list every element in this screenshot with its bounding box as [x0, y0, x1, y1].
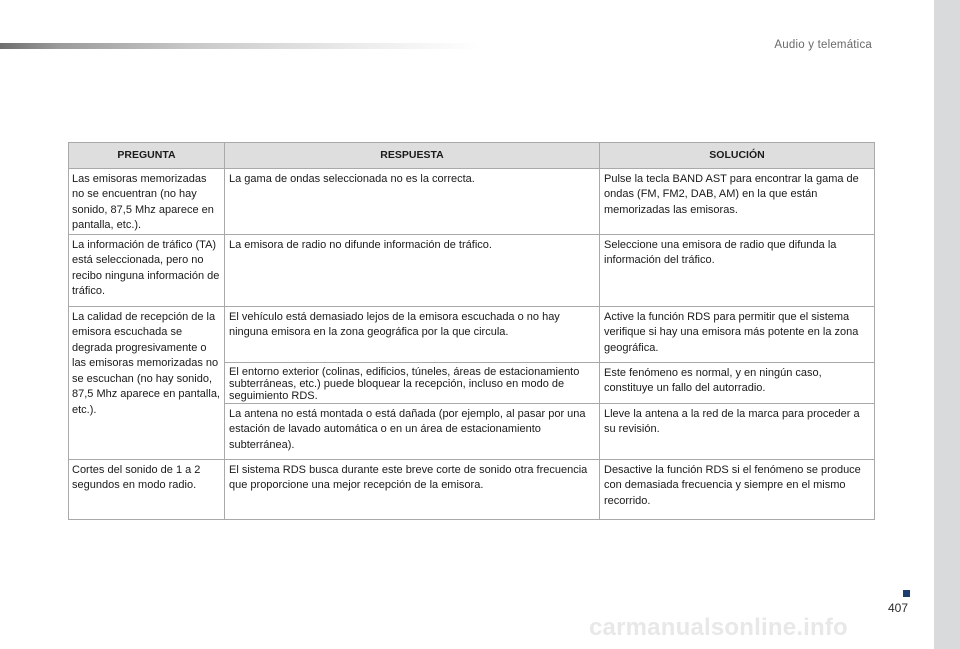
side-margin-strip	[934, 0, 960, 649]
table-row	[69, 306, 875, 362]
solution-cell: Lleve la antena a la red de la marca para proceder a su revisión.	[600, 403, 875, 459]
page-number: 407	[888, 601, 909, 615]
answer-cell: La antena no está montada o está dañada (por ejemplo, al pasar por una estación de lavado automática o en un área de estacionamiento subterránea).	[225, 403, 600, 459]
column-header-question: PREGUNTA	[69, 143, 225, 169]
answer-cell: El entorno exterior (colinas, edificios, túneles, áreas de estacionamiento subterráneas, etc.) puede bloquear la recepción, incluso en modo de seguimiento RDS.	[225, 362, 600, 403]
solution-cell: Este fenómeno es normal, y en ningún caso, constituye un fallo del autorradio.	[600, 362, 875, 403]
page-marker-square	[903, 590, 910, 597]
answer-cell: El vehículo está demasiado lejos de la emisora escuchada o no hay ninguna emisora en la zona geográfica por la que circula.	[225, 306, 600, 362]
section-title: Audio y telemática	[774, 39, 872, 51]
troubleshooting-table	[68, 142, 875, 520]
answer-cell: La emisora de radio no difunde información de tráfico.	[225, 234, 600, 306]
watermark: carmanualsonline.info	[589, 614, 848, 641]
answer-cell: El sistema RDS busca durante este breve corte de sonido otra frecuencia que proporcione una mejor recepción de la emisora.	[225, 459, 600, 519]
answer-cell: La gama de ondas seleccionada no es la correcta.	[225, 168, 600, 234]
table-row	[69, 459, 875, 519]
question-cell: Las emisoras memorizadas no se encuentran (no hay sonido, 87,5 Mhz aparece en pantalla, etc.).	[69, 168, 225, 234]
solution-cell: Pulse la tecla BAND AST para encontrar la gama de ondas (FM, FM2, DAB, AM) en la que están memorizadas las emisoras.	[600, 168, 875, 234]
question-cell: La calidad de recepción de la emisora escuchada se degrada progresivamente o las emisoras memorizadas no se escuchan (no hay sonido, 87,5 Mhz aparece en pantalla, etc.).	[69, 306, 225, 459]
column-header-solution: SOLUCIÓN	[600, 143, 875, 169]
solution-cell: Active la función RDS para permitir que el sistema verifique si hay una emisora más potente en la zona geográfica.	[600, 306, 875, 362]
table-row	[69, 168, 875, 234]
solution-cell: Desactive la función RDS si el fenómeno se produce con demasiada frecuencia y siempre en el mismo recorrido.	[600, 459, 875, 519]
question-cell: Cortes del sonido de 1 a 2 segundos en modo radio.	[69, 459, 225, 519]
question-cell: La información de tráfico (TA) está seleccionada, pero no recibo ninguna información de tráfico.	[69, 234, 225, 306]
header-gradient-bar	[0, 43, 480, 49]
solution-cell: Seleccione una emisora de radio que difunda la información del tráfico.	[600, 234, 875, 306]
column-header-answer: RESPUESTA	[225, 143, 600, 169]
table-row	[69, 234, 875, 306]
table-header-row	[69, 143, 875, 169]
